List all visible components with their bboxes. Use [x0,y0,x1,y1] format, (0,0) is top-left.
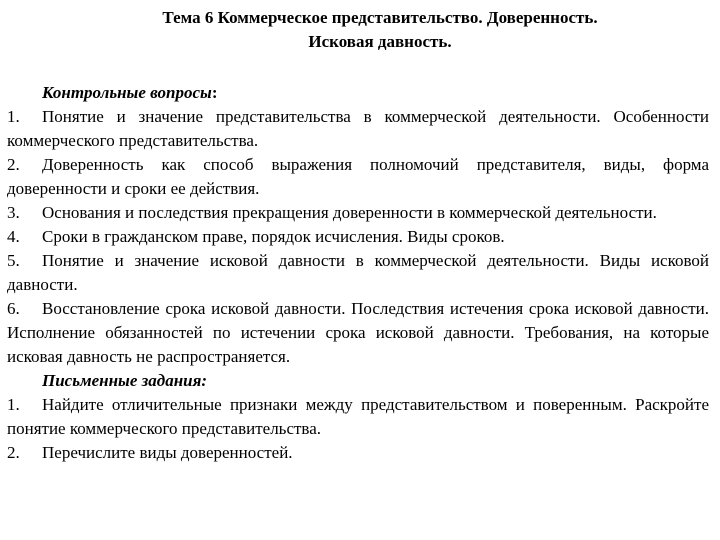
title-line-1: Тема 6 Коммерческое представительство. Доверенность. [162,8,598,27]
control-question-2 [7,153,709,201]
task-text: Найдите отличительные признаки между представительством и поверенным. Раскройте понятие коммерческого представительства. [7,395,709,438]
control-question-5 [7,249,709,297]
question-number: 3. [7,203,20,222]
control-question-6 [7,297,709,369]
page-title [0,6,720,54]
document-body [7,81,709,465]
question-text: Сроки в гражданском праве, порядок исчисления. Виды сроков. [42,227,505,246]
question-number: 6. [7,299,20,318]
task-number: 1. [7,395,20,414]
task-number: 2. [7,443,20,462]
task-text: Перечислите виды доверенностей. [42,443,293,462]
written-task-1 [7,393,709,441]
question-text: Понятие и значение представительства в коммерческой деятельности. Особенности коммерческого представительства. [7,107,709,150]
question-text: Доверенность как способ выражения полномочий представителя, виды, форма доверенности и сроки ее действия. [7,155,709,198]
control-question-3 [7,201,709,225]
control-question-1 [7,105,709,153]
written-task-2 [7,441,709,465]
control-questions-heading-colon: : [211,83,218,102]
question-number: 2. [7,155,20,174]
control-question-4 [7,225,709,249]
question-number: 4. [7,227,20,246]
question-number: 1. [7,107,20,126]
control-questions-heading-text: Контрольные вопросы [42,83,212,102]
control-questions-heading [7,81,709,105]
question-text: Понятие и значение исковой давности в коммерческой деятельности. Виды исковой давности. [7,251,709,294]
title-line-2: Исковая давность. [308,32,452,51]
written-tasks-heading: Письменные задания: [42,371,208,390]
question-text: Восстановление срока исковой давности. Последствия истечения срока исковой давности. Исполнение обязанностей по истечении срока исковой давности. Требования, на которые исковая давность не распространяется. [7,299,709,366]
question-number: 5. [7,251,20,270]
question-text: Основания и последствия прекращения доверенности в коммерческой деятельности. [42,203,657,222]
